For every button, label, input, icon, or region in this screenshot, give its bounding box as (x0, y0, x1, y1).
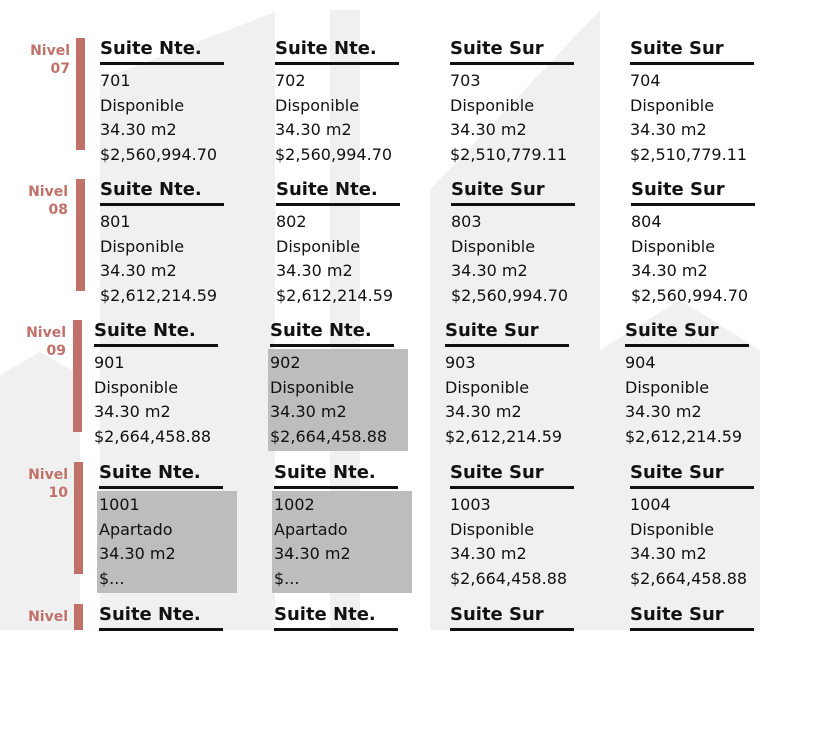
unit-details (630, 491, 770, 593)
unit-number: 902 (270, 353, 301, 372)
unit-details (268, 349, 408, 451)
unit-type: Suite Nte. (99, 462, 223, 489)
unit-price: $2,510,779.11 (450, 144, 568, 164)
unit-status: Apartado (99, 519, 173, 539)
unit-price: $2,560,994.70 (631, 285, 749, 305)
level-label-number: 07 (50, 61, 70, 77)
level-bar (76, 38, 85, 150)
unit-details (276, 208, 416, 310)
unit-card[interactable] (270, 320, 410, 451)
unit-number: 1002 (274, 495, 315, 514)
unit-card[interactable] (99, 604, 239, 631)
unit-card[interactable] (274, 604, 414, 631)
unit-price: $2,612,214.59 (445, 426, 563, 446)
unit-status: Disponible (445, 377, 530, 397)
unit-details (630, 67, 770, 169)
unit-type: Suite Sur (451, 179, 575, 206)
unit-status: Disponible (100, 95, 185, 115)
level-label-word: Nivel (30, 43, 70, 59)
unit-details (272, 491, 412, 593)
unit-area: 34.30 m2 (99, 544, 176, 563)
level-row (0, 38, 840, 179)
unit-status: Disponible (630, 95, 715, 115)
unit-number: 903 (445, 353, 476, 372)
unit-type: Suite Nte. (99, 604, 223, 631)
unit-details (450, 491, 590, 593)
unit-number: 704 (630, 71, 661, 90)
unit-area: 34.30 m2 (450, 544, 527, 563)
unit-type: Suite Nte. (274, 462, 398, 489)
unit-number: 1001 (99, 495, 140, 514)
level-bar (73, 320, 82, 432)
unit-details (97, 491, 237, 593)
unit-status: Disponible (270, 377, 355, 397)
unit-price: $2,664,458.88 (450, 568, 568, 588)
level-row (0, 179, 840, 320)
unit-number: 803 (451, 212, 482, 231)
unit-area: 34.30 m2 (94, 402, 171, 421)
unit-status: Apartado (274, 519, 348, 539)
unit-price: $2,664,458.88 (94, 426, 212, 446)
unit-area: 34.30 m2 (275, 120, 352, 139)
unit-number: 802 (276, 212, 307, 231)
unit-type: Suite Sur (450, 604, 574, 631)
unit-type: Suite Sur (630, 38, 754, 65)
level-label-word: Nivel (28, 609, 68, 625)
unit-price: $2,560,994.70 (451, 285, 569, 305)
unit-status: Disponible (275, 95, 360, 115)
unit-status: Disponible (451, 236, 536, 256)
unit-details (625, 349, 765, 451)
unit-area: 34.30 m2 (276, 261, 353, 280)
unit-type: Suite Sur (450, 462, 574, 489)
unit-price: $2,560,994.70 (100, 144, 218, 164)
unit-details (631, 208, 771, 310)
unit-details (450, 67, 590, 169)
unit-status: Disponible (100, 236, 185, 256)
unit-details (445, 349, 585, 451)
unit-type: Suite Nte. (274, 604, 398, 631)
unit-number: 804 (631, 212, 662, 231)
unit-number: 801 (100, 212, 131, 231)
unit-card[interactable] (630, 38, 770, 169)
unit-card[interactable] (631, 179, 771, 310)
level-label (10, 42, 70, 78)
unit-type: Suite Sur (630, 462, 754, 489)
unit-card[interactable] (100, 179, 240, 310)
unit-type: Suite Nte. (100, 38, 224, 65)
unit-type: Suite Nte. (270, 320, 394, 347)
unit-type: Suite Sur (625, 320, 749, 347)
unit-price: $... (99, 568, 125, 588)
unit-number: 701 (100, 71, 131, 90)
unit-price: $2,664,458.88 (270, 426, 388, 446)
unit-details (275, 67, 415, 169)
unit-details (100, 208, 240, 310)
level-label-number: 09 (46, 343, 66, 359)
unit-card[interactable] (100, 38, 240, 169)
unit-area: 34.30 m2 (100, 120, 177, 139)
unit-status: Disponible (94, 377, 179, 397)
level-row (0, 320, 840, 461)
level-label-word: Nivel (28, 467, 68, 483)
unit-area: 34.30 m2 (625, 402, 702, 421)
level-label-number: 08 (48, 202, 68, 218)
unit-area: 34.30 m2 (100, 261, 177, 280)
unit-details (451, 208, 591, 310)
unit-price: $2,612,214.59 (100, 285, 218, 305)
unit-type: Suite Nte. (94, 320, 218, 347)
unit-status: Disponible (450, 519, 535, 539)
unit-price: $2,664,458.88 (630, 568, 748, 588)
unit-price: $2,612,214.59 (625, 426, 743, 446)
level-label (8, 608, 68, 626)
unit-number: 703 (450, 71, 481, 90)
unit-area: 34.30 m2 (631, 261, 708, 280)
unit-price: $2,612,214.59 (276, 285, 394, 305)
level-label (6, 324, 66, 360)
level-bar (76, 179, 85, 291)
unit-area: 34.30 m2 (274, 544, 351, 563)
level-bar (74, 604, 83, 630)
unit-number: 1004 (630, 495, 671, 514)
unit-number: 901 (94, 353, 125, 372)
unit-card[interactable] (450, 38, 590, 169)
unit-card[interactable] (275, 38, 415, 169)
unit-type: Suite Sur (445, 320, 569, 347)
unit-type: Suite Sur (630, 604, 754, 631)
unit-card[interactable] (276, 179, 416, 310)
unit-number: 702 (275, 71, 306, 90)
unit-card[interactable] (445, 320, 585, 451)
unit-status: Disponible (276, 236, 361, 256)
unit-card[interactable] (625, 320, 765, 451)
unit-card[interactable] (450, 462, 590, 593)
unit-number: 1003 (450, 495, 491, 514)
level-label (8, 466, 68, 502)
unit-card[interactable] (274, 462, 414, 593)
unit-type: Suite Nte. (275, 38, 399, 65)
unit-area: 34.30 m2 (630, 120, 707, 139)
unit-card[interactable] (630, 462, 770, 593)
unit-type: Suite Sur (631, 179, 755, 206)
unit-area: 34.30 m2 (270, 402, 347, 421)
unit-type: Suite Sur (450, 38, 574, 65)
unit-type: Suite Nte. (276, 179, 400, 206)
unit-price: $2,510,779.11 (630, 144, 748, 164)
unit-card[interactable] (630, 604, 770, 631)
unit-price: $... (274, 568, 300, 588)
unit-card[interactable] (451, 179, 591, 310)
unit-type: Suite Nte. (100, 179, 224, 206)
unit-details (100, 67, 240, 169)
unit-area: 34.30 m2 (630, 544, 707, 563)
unit-area: 34.30 m2 (445, 402, 522, 421)
unit-number: 904 (625, 353, 656, 372)
unit-card[interactable] (99, 462, 239, 593)
level-label-word: Nivel (28, 184, 68, 200)
unit-status: Disponible (630, 519, 715, 539)
unit-details (94, 349, 234, 451)
unit-card[interactable] (450, 604, 590, 631)
level-label (8, 183, 68, 219)
unit-status: Disponible (631, 236, 716, 256)
unit-status: Disponible (450, 95, 535, 115)
unit-area: 34.30 m2 (451, 261, 528, 280)
unit-area: 34.30 m2 (450, 120, 527, 139)
level-row (0, 604, 840, 745)
unit-card[interactable] (94, 320, 234, 451)
unit-status: Disponible (625, 377, 710, 397)
unit-price: $2,560,994.70 (275, 144, 393, 164)
level-bar (74, 462, 83, 574)
level-label-number: 10 (48, 485, 68, 501)
level-row (0, 462, 840, 603)
level-label-word: Nivel (26, 325, 66, 341)
